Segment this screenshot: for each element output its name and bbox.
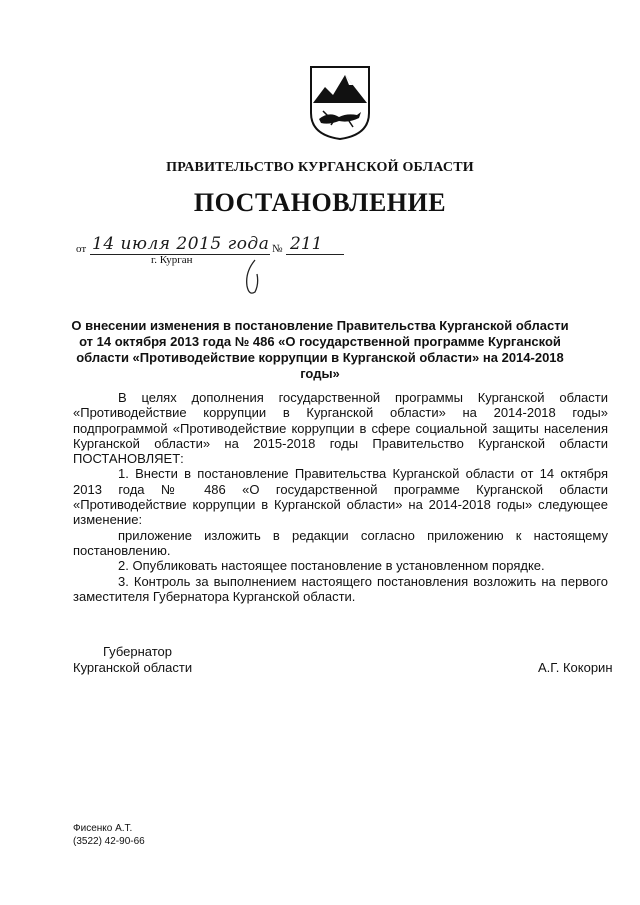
number-label: № (272, 243, 283, 255)
signer-role-title: Губернатор (103, 644, 172, 659)
document-body (73, 390, 608, 604)
body-paragraph: 3. Контроль за выполнением настоящего постановления возложить на первого заместителя Губернатора Курганской области. (73, 573, 608, 604)
subject-line: от 14 октября 2013 года № 486 «О государственной программе Курганской (79, 334, 561, 349)
signer-role-region: Курганской области (73, 660, 193, 675)
number-underline (286, 254, 344, 255)
executor-info (73, 822, 145, 848)
document-type-heading: ПОСТАНОВЛЕНИЕ (193, 188, 447, 217)
executor-name: Фисенко А.Т. (73, 823, 133, 834)
handwritten-date: 14 июля 2015 года (92, 234, 270, 254)
signer-role (73, 644, 192, 676)
subject-line: О внесении изменения в постановление Правительства Курганской области (71, 318, 569, 333)
government-title: ПРАВИТЕЛЬСТВО КУРГАНСКОЙ ОБЛАСТИ (166, 160, 474, 175)
document-subject (70, 318, 570, 382)
coat-of-arms-emblem (309, 65, 371, 141)
body-paragraph: 2. Опубликовать настоящее постановление в установленном порядке. (118, 558, 545, 574)
date-from-label: от (76, 243, 87, 255)
body-paragraph: 1. Внести в постановление Правительства Курганской области от 14 октября 2013 года № 486 «О государственной программе Курганской области «Противодействие коррупции в Курганской области» на 2014-2018 годы» следующее изменение: (73, 466, 608, 528)
city-label: г. Курган (151, 254, 193, 266)
body-paragraph: приложение изложить в редакции согласно приложению к настоящему постановлению. (73, 527, 608, 558)
body-paragraph: В целях дополнения государственной программы Курганской области «Противодействие коррупции в Курганской области» на 2014-2018 годы» подпрограммой «Противодействие коррупции в сфере социальной защиты населения Курганской области» на 2015-2018 годы Правительство Курганской области ПОСТАНОВЛЯЕТ: (73, 390, 608, 467)
subject-line: области «Противодействие коррупции в Курганской области» на 2014-2018 годы» (76, 350, 564, 381)
handwritten-number: 211 (290, 234, 323, 254)
handwritten-flourish (241, 258, 263, 298)
signer-name: А.Г. Кокорин (538, 660, 613, 675)
date-number-row (76, 234, 356, 260)
executor-phone: (3522) 42-90-66 (73, 836, 145, 847)
